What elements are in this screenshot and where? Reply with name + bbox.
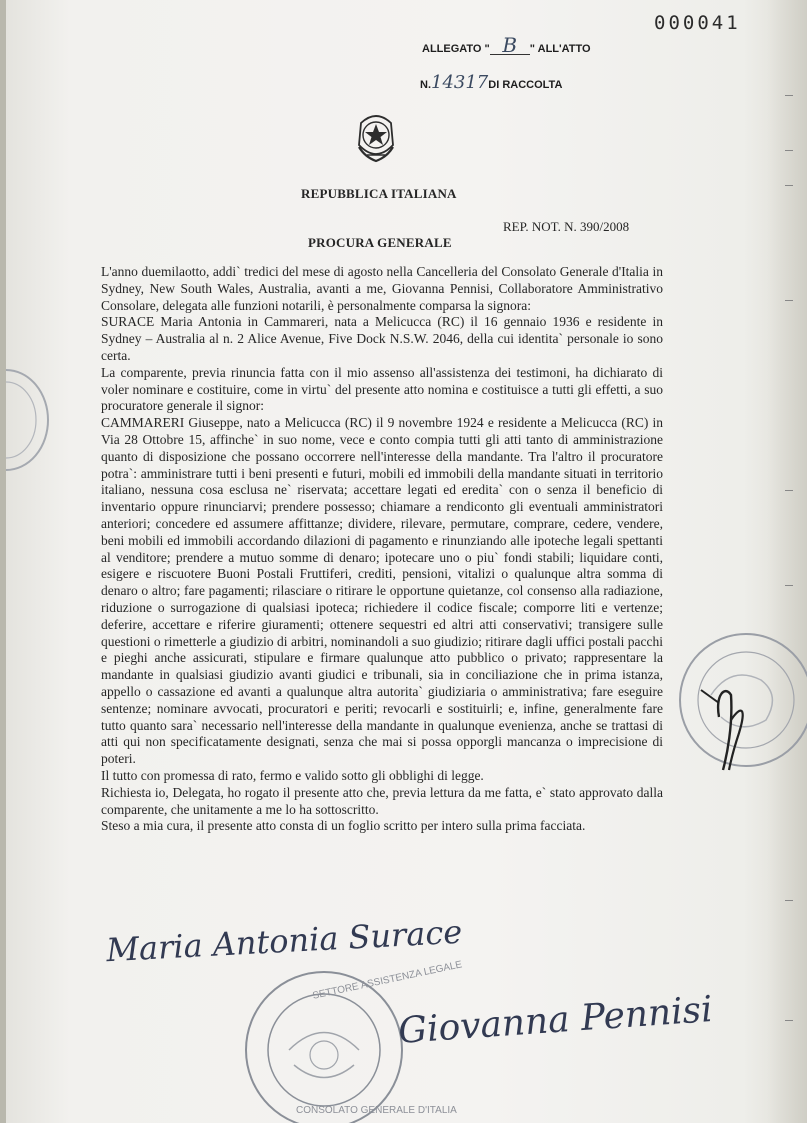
- edge-mark: [785, 900, 793, 901]
- allegato-line: [422, 33, 591, 57]
- paragraph: CAMMARERI Giuseppe, nato a Melicucca (RC) il 9 novembre 1924 e residente a Melicucca (RC) in Via 28 Ottobre 15, affinche` in suo nome, vece e conto compia tutti gli atti tanto di amministrazione quanto di disposizione che possano occorrere nell'interesse della mandante. Tra l'altro il procuratore potra`: amministrare tutti i beni presenti e futuri, mobili ed immobili della mandante situati in territorio italiano, nessuna cosa esclusa ne` riservata; accettare legati ed eredita` con o senza il beneficio di inventario oppure rinunciarvi; prendere possesso; chiamare a rendiconto gli eventuali amministratori anteriori; concedere ed assumere affittanze; dividere, rilevare, permutare, comprare, cedere, vendere, beni mobili ed immobili accordando dilazioni di pagamento e rinunziando alle ipoteche legali spettanti al venditore; prendere a mutuo somme di denaro; ipotecare uno o piu` fondi stabili; liquidare conti, esigere e riscuotere Buoni Postali Fruttiferi, crediti, pensioni, vitalizi o qualunque altra somma di denaro o altro; fare pagamenti; rilasciare o ritirare le opportune quietanze, col consenso alla radiazione, riduzione o surrogazione di qualsiasi ipoteca; richiedere il codice fiscale; comporre liti e vertenze; deferire, accettare e riferire giuramenti; ottenere sequestri ed altri atti conservativi; transigere sulle questioni o rimetterle a giudizio di arbitri, nominandoli a suo giudizio; ritirare dagli uffici postali pacchi e pieghi anche assicurati, stipulare e firmare qualunque atto pubblico o privato; rappresentare la mandante in qualsiasi giudizio avanti giudici e tribunali, sia in conciliazione che in prima istanza, appello o cassazione ed avanti a qualunque altra autorita` giudiziaria o amministrativa; fare eseguire sentenze; nominare avvocati, procuratori e periti; revocarli e sostituirli; e, infine, generalmente fare tutto quanto sara` necessario nell'interesse della mandante in qualunque evenienza, anche se trattasi di atti qui non specificatamente designati, senza che mai si possa opporgli mancanza o imprecisione di poteri.: [101, 415, 663, 767]
- document-subtitle: PROCURA GENERALE: [308, 235, 452, 250]
- consular-seal-icon: [671, 625, 807, 785]
- paragraph: Steso a mia cura, il presente atto consta di un foglio scritto per intero sulla prima facciata.: [101, 818, 586, 834]
- document-body: [101, 264, 663, 835]
- repertorio-number: REP. NOT. N. 390/2008: [503, 219, 630, 234]
- raccolta-line: [420, 72, 562, 93]
- edge-mark: [785, 185, 793, 186]
- republic-emblem-icon: [351, 105, 401, 165]
- paragraph: Il tutto con promessa di rato, fermo e valido sotto gli obblighi di legge.: [101, 767, 484, 783]
- allegato-suffix: " ALL'ATTO: [529, 43, 591, 55]
- paragraph: SURACE Maria Antonia in Cammareri, nata a Melicucca (RC) il 16 gennaio 1936 e residente in Sydney – Australia al n. 2 Alice Avenue, Five Dock N.S.W. 2046, della cui identita` personale io sono certa.: [101, 314, 663, 363]
- page-shadow: [767, 0, 807, 1123]
- di-raccolta: DI RACCOLTA: [488, 79, 563, 91]
- edge-mark: [785, 490, 793, 491]
- n-value: 14317: [431, 72, 489, 93]
- edge-mark: [785, 150, 793, 151]
- page-number: 000041: [654, 12, 741, 34]
- edge-mark: [785, 300, 793, 301]
- allegato-value: B: [490, 36, 530, 55]
- document-title: REPUBBLICA ITALIANA: [301, 186, 457, 201]
- paragraph: L'anno duemilaotto, addi` tredici del mese di agosto nella Cancelleria del Consolato Generale d'Italia in Sydney, New South Wales, Australia, avanti a me, Giovanna Pennisi, Collaboratore Amministrativo Consolare, delegata alle funzioni notarili, è personalmente comparsa la signora:: [101, 264, 663, 313]
- edge-mark: [785, 95, 793, 96]
- allegato-prefix: ALLEGATO ": [422, 43, 490, 55]
- paragraph: La comparente, previa rinuncia fatta con il mio assenso all'assistenza dei testimoni, ha dichiarato di voler nominare e costituire, come in virtu` del presente atto nomina e costituisce a tutti gli effetti, a suo procuratore generale il signor:: [101, 364, 663, 414]
- seal-outer-text: CONSOLATO GENERALE D'ITALIA: [296, 1105, 457, 1116]
- edge-mark: [785, 1020, 793, 1021]
- signature-comparente: Maria Antonia Surace: [105, 912, 464, 970]
- edge-mark: [785, 585, 793, 586]
- document-page: [6, 0, 807, 1123]
- edge-stamp-icon: [6, 365, 61, 475]
- signature-delegata: Giovanna Pennisi: [396, 989, 714, 1052]
- seal-inner-text: SETTORE ASSISTENZA LEGALE: [311, 959, 464, 1002]
- n-prefix: N.: [420, 79, 431, 91]
- paragraph: Richiesta io, Delegata, ho rogato il presente atto che, previa lettura da me fatta, e` stato approvato dalla comparente, che unitamente a me lo ha sottoscritto.: [101, 784, 663, 817]
